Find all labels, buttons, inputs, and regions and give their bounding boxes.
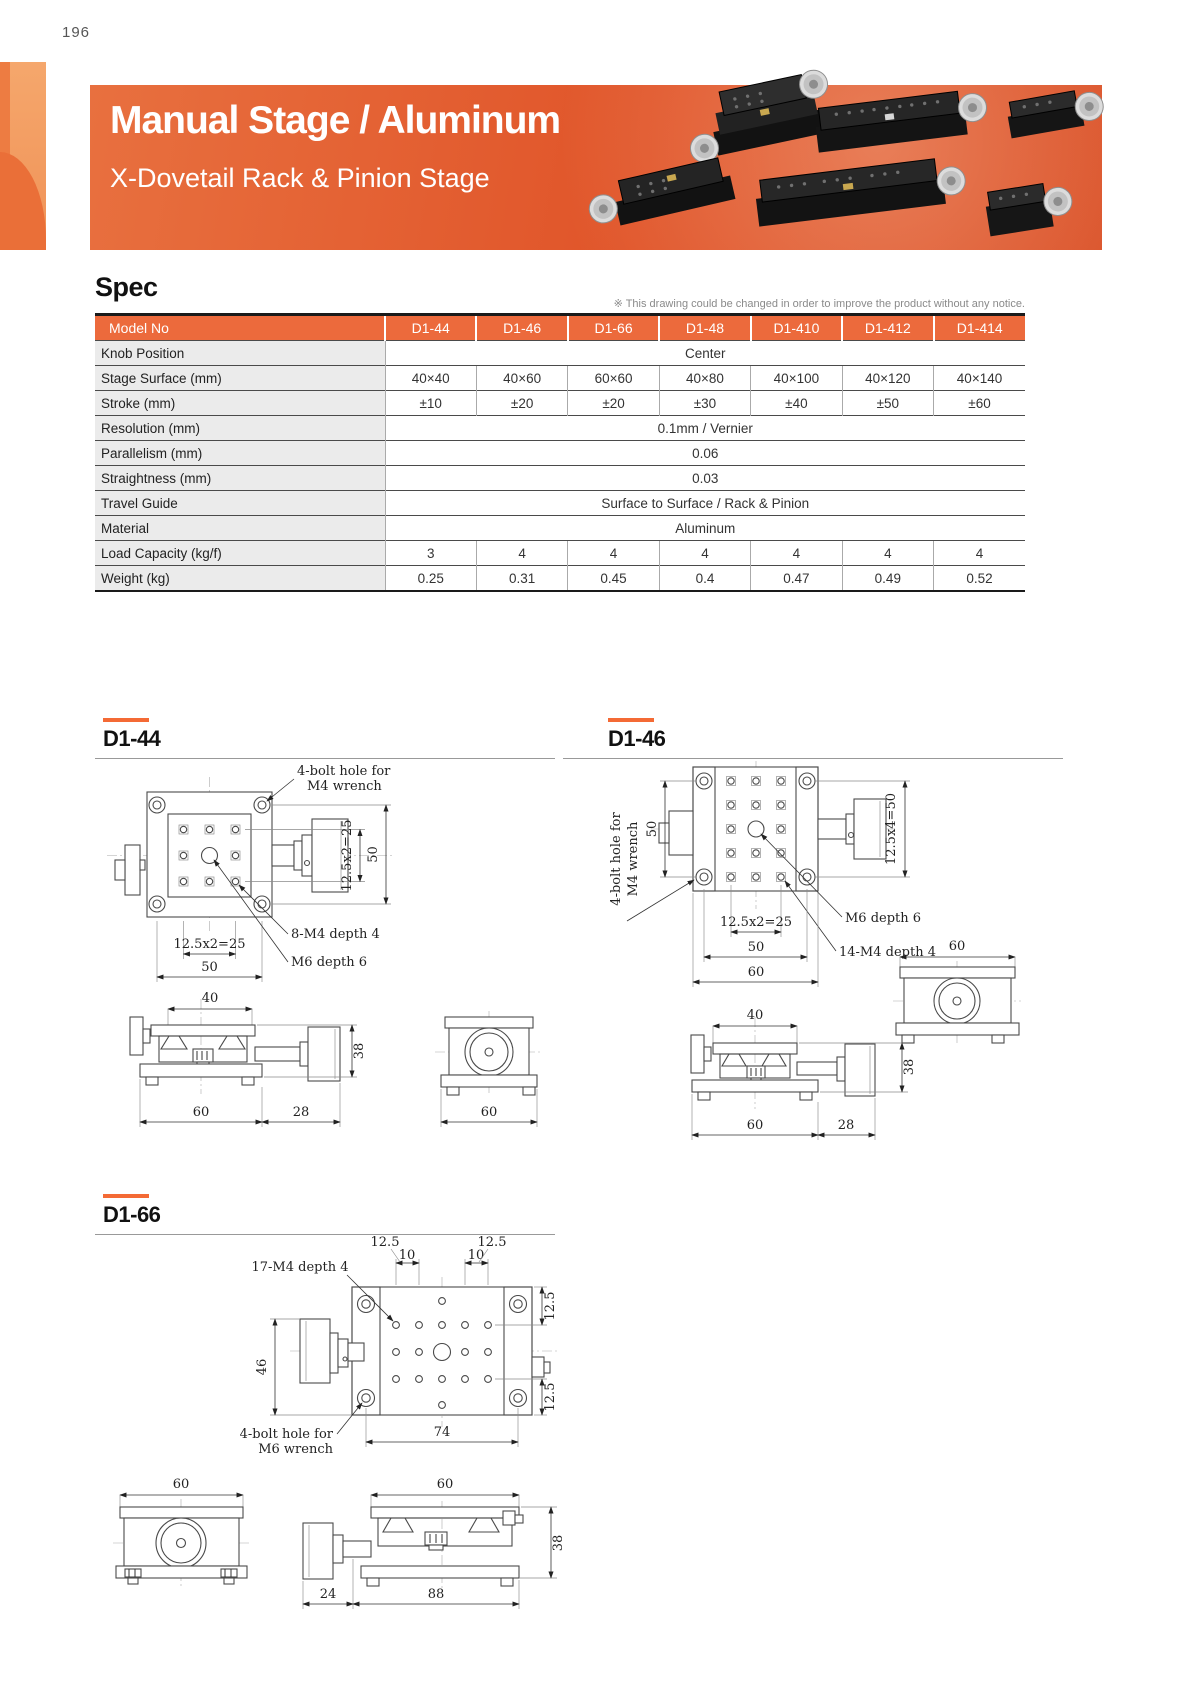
spec-cell: ±40: [751, 391, 842, 416]
spec-cell: 60×60: [568, 366, 659, 391]
dim-label: 60: [436, 1477, 454, 1492]
section-title: D1-46: [608, 726, 666, 751]
section-title: D1-44: [103, 726, 161, 751]
dim-label: 50: [201, 960, 218, 975]
spec-cell: ±50: [842, 391, 933, 416]
dim-label: 74: [433, 1425, 451, 1440]
spec-cell: ±20: [568, 391, 659, 416]
dim-label: 40: [746, 1008, 764, 1023]
dim-label: 38: [551, 1534, 566, 1552]
dim-label: 12.5: [370, 1235, 400, 1250]
spec-cell: Aluminum: [385, 516, 1025, 541]
spec-cell: 0.25: [385, 566, 476, 592]
spec-cell: 0.52: [934, 566, 1025, 592]
column-header: D1-46: [476, 315, 567, 341]
product-photo-5: [984, 179, 1076, 236]
dim-label: 60: [480, 1105, 498, 1120]
section-d144: [95, 718, 555, 1159]
section-accent-bar: [103, 718, 149, 722]
row-label: Stroke (mm): [95, 391, 385, 416]
table-header-row: [95, 315, 1025, 341]
d166-side-view: [113, 1477, 249, 1587]
d146-front-view: [691, 1008, 917, 1140]
product-photo-1: [680, 68, 839, 165]
column-header: D1-66: [568, 315, 659, 341]
spec-cell: ±30: [659, 391, 750, 416]
annotation: 14-M4 depth 4: [839, 945, 936, 960]
table-row: [95, 566, 1025, 592]
spec-cell: 0.06: [385, 441, 1025, 466]
spec-cell: 4: [842, 541, 933, 566]
spec-cell: 40×120: [842, 366, 933, 391]
product-photo-6: [1005, 86, 1106, 138]
table-row: [95, 341, 1025, 366]
spec-cell: 4: [659, 541, 750, 566]
dim-label: 88: [427, 1587, 445, 1602]
spec-cell: 0.1mm / Vernier: [385, 416, 1025, 441]
d144-front-view: [130, 991, 367, 1127]
section-accent-bar: [608, 718, 654, 722]
d166-drawing: [95, 1235, 585, 1637]
annotation: 4-bolt hole for: [609, 812, 624, 906]
dim-label: 60: [172, 1477, 190, 1492]
table-row: [95, 391, 1025, 416]
annotation: 8-M4 depth 4: [291, 927, 380, 942]
spec-note: ※ This drawing could be changed in order to improve the product without any notice.: [613, 298, 1025, 310]
d166-top-view: [290, 1277, 557, 1427]
spec-cell: Surface to Surface / Rack & Pinion: [385, 491, 1025, 516]
spec-cell: ±20: [476, 391, 567, 416]
d144-drawing: [95, 759, 555, 1159]
table-row: [95, 441, 1025, 466]
dim-label: 50: [645, 820, 660, 838]
dim-label: 60: [746, 1118, 764, 1133]
spec-cell: ±60: [934, 391, 1025, 416]
d146-top-view: [651, 761, 898, 909]
d146-drawing: [563, 759, 1063, 1159]
product-photo-3: [584, 156, 735, 231]
annotation: M4 wrench: [626, 821, 641, 897]
row-label: Stage Surface (mm): [95, 366, 385, 391]
dim-label: 50: [747, 940, 765, 955]
dim-label: 60: [192, 1105, 210, 1120]
dim-label: 38: [902, 1058, 917, 1076]
section-title: D1-66: [103, 1202, 161, 1227]
spec-cell: 4: [751, 541, 842, 566]
annotation: 4-bolt hole for: [239, 1427, 333, 1442]
spec-cell: ±10: [385, 391, 476, 416]
dim-label: 12.5: [543, 1382, 558, 1412]
spec-cell: Center: [385, 341, 1025, 366]
spec-cell: 3: [385, 541, 476, 566]
product-photos: [585, 71, 1115, 286]
table-row: [95, 416, 1025, 441]
dim-label: 12.5x4=50: [884, 793, 899, 865]
banner-title: Manual Stage / Aluminum: [110, 99, 561, 142]
dim-label: 60: [948, 939, 966, 954]
dim-label: 40: [201, 991, 219, 1006]
annotation: M6 depth 6: [845, 911, 922, 926]
annotation: M4 wrench: [307, 779, 382, 794]
spec-cell: 4: [476, 541, 567, 566]
dim-label: 12.5: [543, 1291, 558, 1321]
strip-curve: [0, 152, 46, 250]
dim-label: 12.5: [477, 1235, 507, 1250]
dim-label: 10: [398, 1248, 416, 1263]
dim-label: 60: [747, 965, 765, 980]
row-label: Straightness (mm): [95, 466, 385, 491]
row-label: Knob Position: [95, 341, 385, 366]
section-d146: [563, 718, 1063, 1159]
spec-cell: 0.31: [476, 566, 567, 592]
dim-label: 24: [319, 1587, 337, 1602]
d166-front-view: [303, 1477, 566, 1609]
spec-cell: 4: [934, 541, 1025, 566]
column-header: D1-414: [934, 315, 1025, 341]
product-photo-4: [754, 155, 968, 226]
spec-cell: 0.4: [659, 566, 750, 592]
spec-heading: Spec: [95, 272, 158, 302]
spec-cell: 40×100: [751, 366, 842, 391]
table-row: [95, 541, 1025, 566]
section-accent-bar: [103, 1194, 149, 1198]
annotation: 4-bolt hole for: [297, 764, 391, 779]
row-label: Load Capacity (kg/f): [95, 541, 385, 566]
dim-label: 28: [292, 1105, 310, 1120]
column-header: Model No: [95, 315, 385, 341]
dim-label: 12.5x2=25: [340, 819, 355, 892]
table-row: [95, 466, 1025, 491]
spec-cell: 0.47: [751, 566, 842, 592]
page-number: 196: [62, 24, 91, 41]
dim-label: 12.5x2=25: [720, 915, 792, 930]
dim-label: 46: [255, 1358, 270, 1376]
dim-label: 12.5x2=25: [173, 937, 246, 952]
dim-label: 28: [837, 1118, 855, 1133]
spec-cell: 40×60: [476, 366, 567, 391]
banner-subtitle: X-Dovetail Rack & Pinion Stage: [110, 163, 490, 193]
spec-cell: 0.45: [568, 566, 659, 592]
spec-cell: 40×40: [385, 366, 476, 391]
row-label: Resolution (mm): [95, 416, 385, 441]
row-label: Travel Guide: [95, 491, 385, 516]
row-label: Weight (kg): [95, 566, 385, 592]
table-row: [95, 491, 1025, 516]
header-banner: [90, 85, 1102, 250]
row-label: Parallelism (mm): [95, 441, 385, 466]
column-header: D1-412: [842, 315, 933, 341]
annotation: M6 wrench: [258, 1442, 333, 1457]
annotation: M6 depth 6: [291, 955, 368, 970]
table-row: [95, 366, 1025, 391]
table-row: [95, 516, 1025, 541]
spec-cell: 0.03: [385, 466, 1025, 491]
dim-label: 50: [366, 846, 381, 863]
spec-cell: 40×80: [659, 366, 750, 391]
section-d166: [95, 1194, 566, 1637]
product-photo-2: [813, 88, 989, 153]
column-header: D1-44: [385, 315, 476, 341]
dim-label: 38: [352, 1042, 367, 1060]
d144-side-view: [435, 1011, 543, 1127]
row-label: Material: [95, 516, 385, 541]
spec-table: [95, 313, 1025, 592]
annotation: 17-M4 depth 4: [251, 1260, 349, 1275]
spec-cell: 0.49: [842, 566, 933, 592]
column-header: D1-48: [659, 315, 750, 341]
side-accent-strip: [0, 62, 46, 250]
spec-cell: 40×140: [934, 366, 1025, 391]
dim-label: 10: [467, 1248, 485, 1263]
spec-cell: 4: [568, 541, 659, 566]
column-header: D1-410: [751, 315, 842, 341]
